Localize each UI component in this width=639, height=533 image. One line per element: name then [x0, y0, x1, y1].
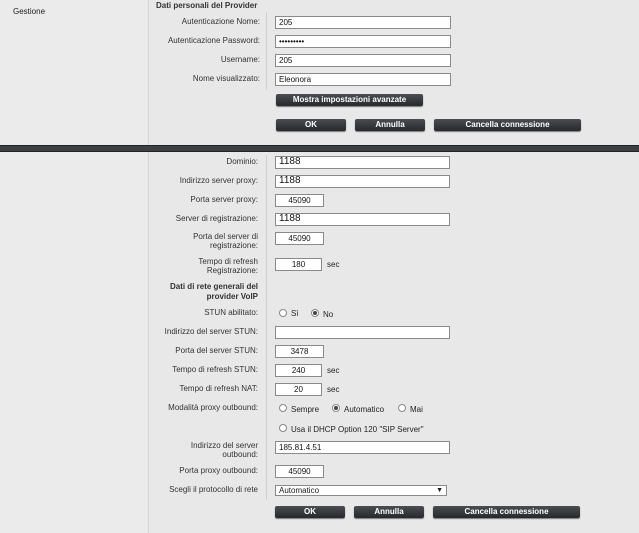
outbound-mode-label: Modalità proxy outbound: — [168, 403, 258, 412]
nat-refresh-unit: sec — [327, 385, 340, 394]
display-name-input[interactable]: Eleonora — [275, 73, 451, 86]
mode-always-radio[interactable] — [279, 404, 287, 412]
registration-server-input[interactable]: 1188 — [275, 213, 450, 226]
label-divider-bottom — [266, 155, 267, 500]
show-advanced-button[interactable]: Mostra impostazioni avanzate — [276, 94, 423, 106]
ok-button-bottom[interactable]: OK — [275, 506, 345, 518]
mode-dhcp-radio[interactable] — [279, 424, 287, 432]
mode-dhcp-label: Usa il DHCP Option 120 "SIP Server" — [291, 425, 424, 434]
refresh-input[interactable]: 180 — [275, 258, 322, 271]
protocol-label: Scegli il protocollo di rete — [169, 485, 258, 494]
outbound-port-label: Porta proxy outbound: — [179, 466, 258, 475]
mode-never-radio[interactable] — [398, 404, 406, 412]
stun-address-input[interactable] — [275, 326, 450, 339]
auth-name-label: Autenticazione Nome: — [181, 17, 260, 26]
delete-connection-button-top[interactable]: Cancella connessione — [434, 119, 581, 131]
proxy-address-input[interactable]: 1188 — [275, 175, 450, 188]
outbound-address-input[interactable]: 185.81.4.51 — [275, 441, 450, 454]
sidebar-bottom — [0, 152, 149, 533]
proxy-port-input[interactable]: 45090 — [275, 194, 324, 207]
delete-connection-button-bottom[interactable]: Cancella connessione — [433, 506, 580, 518]
registration-port-label-1: Porta del server di — [193, 232, 258, 241]
stun-address-label: Indirizzo del server STUN: — [164, 327, 258, 336]
protocol-select[interactable] — [275, 485, 447, 496]
sidebar-top — [0, 0, 149, 145]
outbound-address-label-2: outbound: — [222, 450, 258, 459]
auth-password-label: Autenticazione Password: — [167, 36, 260, 45]
stun-refresh-label: Tempo di refresh STUN: — [172, 365, 258, 374]
network-section-title-2: provider VoIP — [206, 292, 258, 301]
window-divider — [0, 145, 639, 152]
refresh-label-2: Registrazione: — [206, 266, 258, 275]
stun-enabled-label: STUN abilitato: — [204, 308, 258, 317]
display-name-label: Nome visualizzato: — [192, 74, 260, 83]
stun-port-input[interactable]: 3478 — [275, 345, 324, 358]
outbound-address-label-1: Indirizzo del server — [190, 441, 258, 450]
mode-always-label: Sempre — [291, 405, 320, 414]
refresh-unit: sec — [327, 260, 340, 269]
stun-yes-radio[interactable] — [279, 309, 287, 317]
refresh-label-1: Tempo di refresh — [198, 257, 258, 266]
outbound-port-input[interactable]: 45090 — [275, 465, 324, 478]
auth-name-input[interactable]: 205 — [275, 16, 451, 29]
label-divider-top — [266, 12, 267, 90]
domain-input[interactable]: 1188 — [275, 156, 450, 169]
proxy-port-label: Porta server proxy: — [190, 195, 258, 204]
stun-no-radio[interactable] — [311, 309, 319, 317]
auth-password-input[interactable]: ••••••••• — [275, 35, 451, 48]
cancel-button-top[interactable]: Annulla — [355, 119, 425, 131]
username-input[interactable]: 205 — [275, 54, 451, 67]
mode-never-label: Mai — [410, 405, 423, 414]
stun-port-label: Porta del server STUN: — [175, 346, 258, 355]
sidebar-item-gestione[interactable]: Gestione — [13, 7, 46, 16]
ok-button-top[interactable]: OK — [276, 119, 346, 131]
main-panel-bottom — [150, 152, 639, 533]
proxy-address-label: Indirizzo server proxy: — [179, 176, 258, 185]
mode-auto-label: Automatico — [344, 405, 385, 414]
stun-refresh-unit: sec — [327, 366, 340, 375]
registration-server-label: Server di registrazione: — [175, 214, 258, 223]
protocol-select-value: Automatico — [279, 486, 320, 495]
registration-port-input[interactable]: 45090 — [275, 232, 324, 245]
nat-refresh-input[interactable]: 20 — [275, 383, 322, 396]
domain-label: Dominio: — [226, 157, 258, 166]
chevron-down-icon: ▼ — [436, 487, 443, 494]
stun-refresh-input[interactable]: 240 — [275, 364, 322, 377]
stun-yes-label: Sì — [291, 309, 299, 318]
registration-port-label-2: registrazione: — [209, 241, 258, 250]
network-section-title-1: Dati di rete generali del — [169, 282, 258, 291]
cancel-button-bottom[interactable]: Annulla — [354, 506, 424, 518]
provider-section-title: Dati personali del Provider — [156, 1, 258, 10]
mode-auto-radio[interactable] — [332, 404, 340, 412]
username-label: Username: — [220, 55, 260, 64]
nat-refresh-label: Tempo di refresh NAT: — [179, 384, 258, 393]
stun-no-label: No — [323, 310, 334, 319]
